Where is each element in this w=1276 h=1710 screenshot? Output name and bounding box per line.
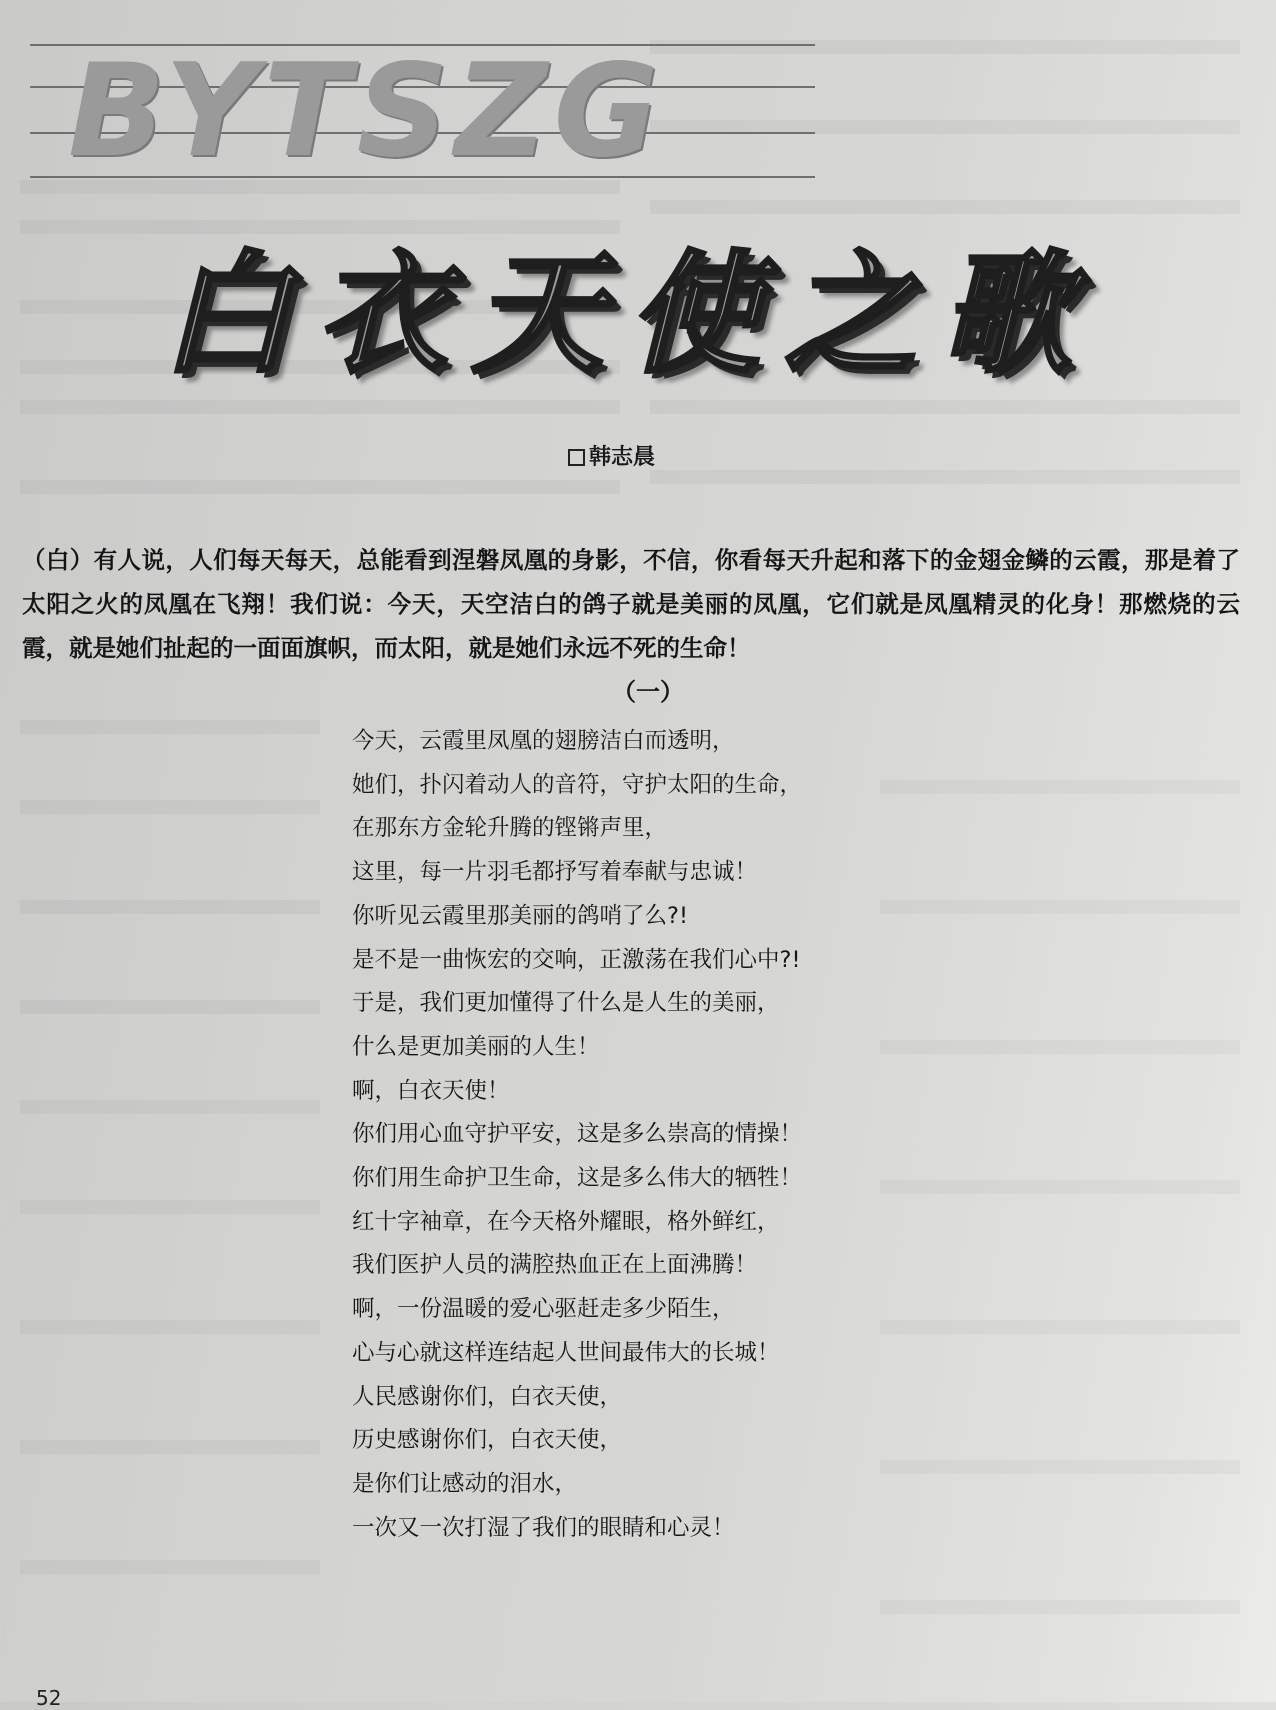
- byline-box-icon: [568, 449, 585, 466]
- poem-line: 心与心就这样连结起人世间最伟大的长城！: [352, 1339, 780, 1366]
- poem-line: 你们用心血守护平安，这是多么崇高的情操！: [352, 1121, 803, 1148]
- header-logo: BYTSZG: [68, 37, 665, 186]
- intro-paragraph: [22, 538, 1240, 670]
- intro-text: （白）有人说，人们每天每天，总能看到涅磐凤凰的身影，不信，你看每天升起和落下的金翅金鳞的云霞，那是着了太阳之火的凤凰在飞翔！我们说：今天，天空洁白的鸽子就是美丽的凤凰，它们就是凤凰精灵的化身！那燃烧的云霞，就是她们扯起的一面面旗帜，而太阳，就是她们永远不死的生命！: [22, 546, 1240, 662]
- poem-line: 是不是一曲恢宏的交响，正激荡在我们心中?!: [352, 946, 801, 973]
- poem-line: 历史感谢你们，白衣天使，: [352, 1427, 623, 1454]
- author-byline: [568, 442, 655, 472]
- poem-line: 这里，每一片羽毛都抒写着奉献与忠诚！: [352, 859, 758, 886]
- author-name: 韩志晨: [589, 444, 656, 470]
- poem-line: 我们医护人员的满腔热血正在上面沸腾！: [352, 1252, 758, 1279]
- poem-line: 在那东方金轮升腾的铿锵声里，: [352, 815, 668, 842]
- poem-line: 于是，我们更加懂得了什么是人生的美丽，: [352, 990, 780, 1017]
- article-title: 白衣天使之歌: [160, 237, 1096, 392]
- poem-line: 今天，云霞里凤凰的翅膀洁白而透明，: [352, 728, 735, 754]
- poem-line: 人民感谢你们，白衣天使，: [352, 1383, 623, 1410]
- poem-line: 她们，扑闪着动人的音符，守护太阳的生命，: [352, 771, 803, 798]
- poem-line: 一次又一次打湿了我们的眼睛和心灵！: [352, 1514, 735, 1541]
- page-number: 52: [36, 1686, 62, 1710]
- poem-stanza: [352, 720, 1212, 1550]
- poem-line: 啊，白衣天使！: [352, 1077, 510, 1104]
- section-heading: （一）: [612, 677, 684, 706]
- poem-line: 什么是更加美丽的人生！: [352, 1033, 600, 1060]
- poem-line: 红十字袖章，在今天格外耀眼，格外鲜红，: [352, 1208, 780, 1235]
- poem-line: 你听见云霞里那美丽的鸽哨了么?!: [352, 902, 688, 929]
- poem-line: 你们用生命护卫生命，这是多么伟大的牺牲！: [352, 1165, 803, 1192]
- poem-line: 是你们让感动的泪水，: [352, 1470, 578, 1497]
- header-logo-band: [30, 37, 815, 186]
- poem-line: 啊，一份温暖的爱心驱赶走多少陌生，: [352, 1296, 735, 1323]
